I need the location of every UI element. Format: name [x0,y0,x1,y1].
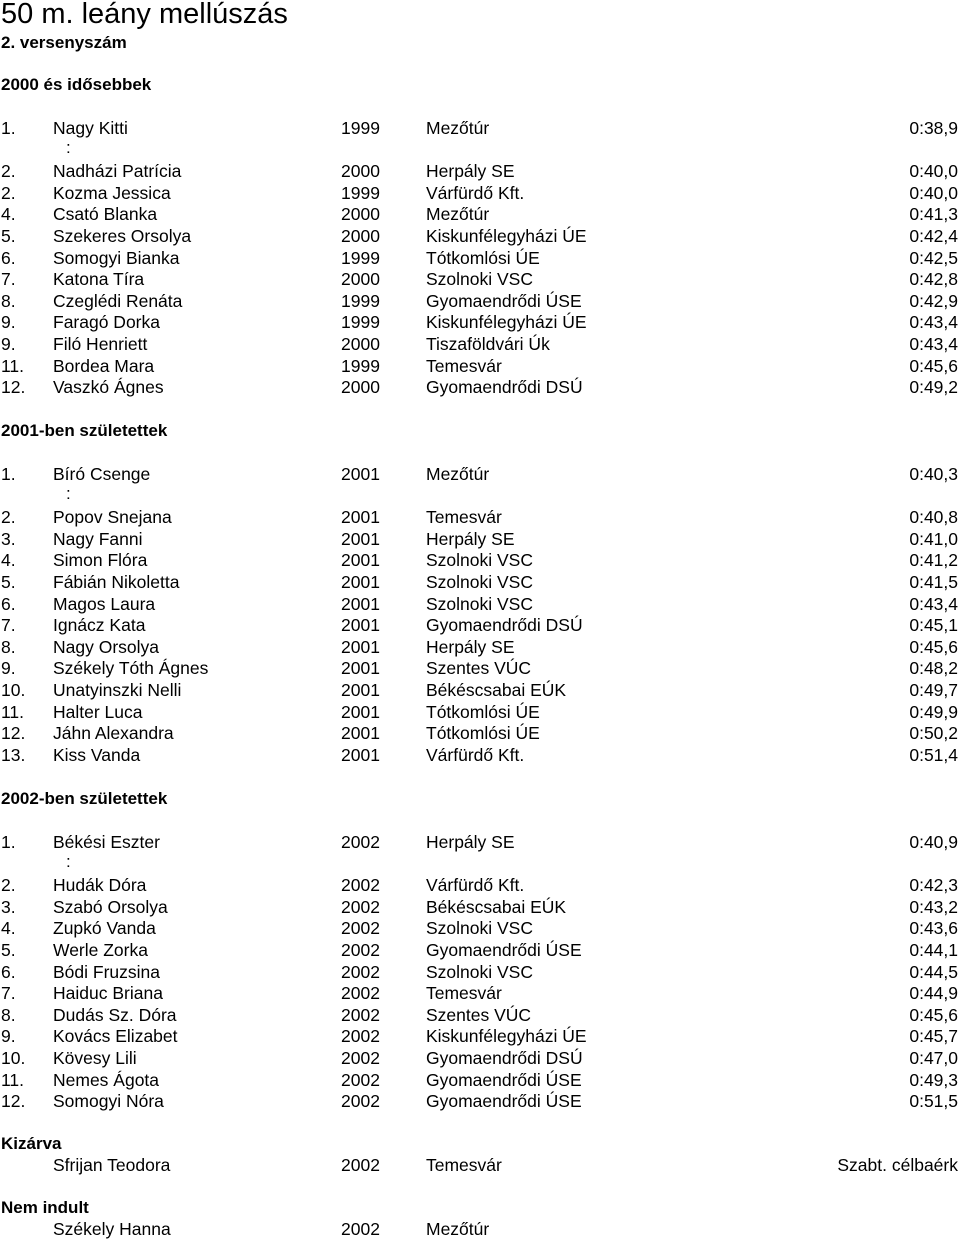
club-cell: Szolnoki VSC [426,961,533,982]
section-heading: 2000 és idősebbek [1,75,152,94]
result-row [0,464,960,485]
place-cell: 12. [1,377,26,398]
result-row [0,269,960,290]
time-cell: 0:49,3 [909,1069,958,1090]
name-cell: Haiduc Briana [53,983,163,1004]
year-cell: 2002 [341,961,380,982]
club-cell: Gyomaendrődi DSÚ [426,377,583,398]
club-cell: Gyomaendrődi ÚSE [426,290,582,311]
name-cell: Vaszkó Ágnes [53,377,164,398]
time-cell: 0:51,4 [909,744,958,765]
time-cell: 0:48,2 [909,658,958,679]
time-cell: 0:40,0 [909,182,958,203]
name-cell: Dudás Sz. Dóra [53,1004,177,1025]
name-cell: Székely Hanna [53,1219,171,1239]
place-cell: 8. [1,636,16,657]
time-cell: 0:45,6 [909,636,958,657]
name-cell: Békési Eszter [53,831,160,852]
time-cell: 0:41,5 [909,571,958,592]
place-cell: 10. [1,679,26,700]
club-cell: Temesvár [426,983,502,1004]
year-cell: 1999 [341,312,380,333]
name-cell: Kiss Vanda [53,744,141,765]
place-cell: 2. [1,875,16,896]
place-cell: 9. [1,1026,16,1047]
result-row [0,161,960,182]
club-cell: Kiskunfélegyházi ÚE [426,312,587,333]
club-cell: Temesvár [426,507,502,528]
time-cell: 0:40,8 [909,507,958,528]
time-cell: 0:42,9 [909,290,958,311]
colon-mark: : [66,484,71,504]
result-row [0,377,960,398]
result-row [0,983,960,1004]
place-cell: 6. [1,961,16,982]
year-cell: 2002 [341,939,380,960]
time-cell: 0:49,7 [909,679,958,700]
name-cell: Simon Flóra [53,550,148,571]
club-cell: Gyomaendrődi ÚSE [426,939,582,960]
place-cell: 5. [1,571,16,592]
year-cell: 2002 [341,1047,380,1068]
year-cell: 2000 [341,377,380,398]
time-cell: 0:41,0 [909,528,958,549]
result-row [0,507,960,528]
time-cell: 0:51,5 [909,1091,958,1112]
colon-mark: : [66,138,71,158]
result-row [0,658,960,679]
place-cell: 11. [1,1069,25,1090]
result-row [0,745,960,766]
club-cell: Gyomaendrődi DSÚ [426,615,583,636]
place-cell: 8. [1,290,16,311]
year-cell: 1999 [341,117,380,138]
time-cell: 0:44,9 [909,983,958,1004]
club-cell: Temesvár [426,355,502,376]
year-cell: 2002 [341,831,380,852]
time-cell: 0:42,4 [909,225,958,246]
time-cell: 0:38,9 [909,117,958,138]
result-row [0,1091,960,1112]
result-row [0,1155,960,1176]
year-cell: 2001 [341,571,380,592]
name-cell: Bordea Mara [53,355,155,376]
result-row [0,897,960,918]
result-row [0,1026,960,1047]
result-row [0,832,960,853]
year-cell: 2001 [341,636,380,657]
club-cell: Kiskunfélegyházi ÚE [426,1026,587,1047]
name-cell: Unatyinszki Nelli [53,679,182,700]
result-row [0,1070,960,1091]
year-cell: 1999 [341,182,380,203]
section-heading: 2002-ben születettek [1,789,168,808]
place-cell: 1. [1,117,16,138]
result-row [0,1005,960,1026]
year-cell: 2002 [341,896,380,917]
place-cell: 5. [1,225,16,246]
place-cell: 7. [1,269,16,290]
club-cell: Herpály SE [426,528,515,549]
result-row [0,118,960,139]
place-cell: 13. [1,744,26,765]
time-cell: 0:45,1 [909,615,958,636]
time-cell: 0:44,1 [909,939,958,960]
name-cell: Ignácz Kata [53,615,146,636]
time-cell: 0:41,3 [909,204,958,225]
year-cell: 1999 [341,355,380,376]
section-heading: Kizárva [1,1134,62,1153]
club-cell: Szentes VÚC [426,658,532,679]
name-cell: Nadházi Patrícia [53,161,182,182]
year-cell: 2001 [341,723,380,744]
year-cell: 2002 [341,983,380,1004]
year-cell: 2002 [341,875,380,896]
colon-mark: : [66,852,71,872]
time-cell: 0:40,0 [909,161,958,182]
place-cell: 3. [1,528,16,549]
place-cell: 11. [1,355,25,376]
section-heading: Nem indult [1,1198,89,1217]
club-cell: Szolnoki VSC [426,550,533,571]
place-cell: 9. [1,658,16,679]
time-cell: 0:44,5 [909,961,958,982]
time-cell: 0:43,4 [909,333,958,354]
club-cell: Mezőtúr [426,463,490,484]
result-row [0,918,960,939]
result-row [0,226,960,247]
year-cell: 2000 [341,161,380,182]
place-cell: 2. [1,507,16,528]
year-cell: 2001 [341,528,380,549]
name-cell: Somogyi Bianka [53,247,180,268]
year-cell: 2002 [341,1069,380,1090]
year-cell: 2001 [341,658,380,679]
time-cell: 0:42,5 [909,247,958,268]
page-title: 50 m. leány mellúszás [1,0,288,30]
club-cell: Tótkomlósi ÚE [426,701,540,722]
place-cell: 2. [1,182,16,203]
club-cell: Temesvár [426,1155,502,1175]
name-cell: Somogyi Nóra [53,1091,164,1112]
name-cell: Popov Snejana [53,507,172,528]
name-cell: Fábián Nikoletta [53,571,180,592]
result-row [0,334,960,355]
place-cell: 12. [1,1091,26,1112]
club-cell: Békéscsabai EÚK [426,679,567,700]
year-cell: 2000 [341,333,380,354]
time-cell: 0:50,2 [909,723,958,744]
name-cell: Kövesy Lili [53,1047,137,1068]
place-cell: 11. [1,701,25,722]
club-cell: Gyomaendrődi DSÚ [426,1047,583,1068]
time-cell: 0:41,2 [909,550,958,571]
result-row [0,875,960,896]
time-cell: 0:45,7 [909,1026,958,1047]
year-cell: 2001 [341,550,380,571]
event-number: 2. versenyszám [1,33,127,52]
club-cell: Tiszaföldvári Úk [426,333,550,354]
name-cell: Filó Henriett [53,333,148,354]
result-row [0,1048,960,1069]
year-cell: 2002 [341,1026,380,1047]
place-cell: 7. [1,615,16,636]
year-cell: 2001 [341,463,380,484]
year-cell: 1999 [341,290,380,311]
name-cell: Bíró Csenge [53,463,151,484]
place-cell: 9. [1,333,16,354]
result-row [0,312,960,333]
year-cell: 1999 [341,247,380,268]
place-cell: 3. [1,896,16,917]
place-cell: 12. [1,723,26,744]
club-cell: Szolnoki VSC [426,918,533,939]
time-cell: 0:42,3 [909,875,958,896]
year-cell: 2002 [341,1155,380,1175]
name-cell: Nagy Fanni [53,528,143,549]
club-cell: Gyomaendrődi ÚSE [426,1091,582,1112]
time-cell: 0:49,2 [909,377,958,398]
club-cell: Várfürdő Kft. [426,182,525,203]
result-row [0,637,960,658]
name-cell: Szekeres Orsolya [53,225,192,246]
year-cell: 2001 [341,679,380,700]
name-cell: Bódi Fruzsina [53,961,160,982]
time-cell: 0:43,2 [909,896,958,917]
club-cell: Szentes VÚC [426,1004,532,1025]
time-cell: 0:45,6 [909,355,958,376]
place-cell: 4. [1,204,16,225]
club-cell: Mezőtúr [426,117,490,138]
name-cell: Kozma Jessica [53,182,171,203]
time-cell: 0:49,9 [909,701,958,722]
year-cell: 2002 [341,918,380,939]
name-cell: Nemes Ágota [53,1069,160,1090]
time-cell: 0:47,0 [909,1047,958,1068]
place-cell: 6. [1,593,16,614]
place-cell: 4. [1,550,16,571]
result-row [0,940,960,961]
name-cell: Faragó Dorka [53,312,160,333]
section-heading: 2001-ben születettek [1,421,168,440]
result-row [0,594,960,615]
club-cell: Herpály SE [426,636,515,657]
time-cell: 0:42,8 [909,269,958,290]
place-cell: 8. [1,1004,16,1025]
club-cell: Szolnoki VSC [426,571,533,592]
result-row [0,183,960,204]
name-cell: Kovács Elizabet [53,1026,178,1047]
place-cell: 10. [1,1047,26,1068]
club-cell: Herpály SE [426,161,515,182]
club-cell: Gyomaendrődi ÚSE [426,1069,582,1090]
year-cell: 2002 [341,1219,380,1239]
time-cell: 0:43,6 [909,918,958,939]
year-cell: 2000 [341,204,380,225]
club-cell: Tótkomlósi ÚE [426,247,540,268]
club-cell: Várfürdő Kft. [426,875,525,896]
result-row [0,572,960,593]
year-cell: 2001 [341,701,380,722]
year-cell: 2000 [341,269,380,290]
result-row [0,962,960,983]
name-cell: Katona Tíra [53,269,145,290]
club-cell: Szolnoki VSC [426,593,533,614]
club-cell: Szolnoki VSC [426,269,533,290]
result-row [0,204,960,225]
year-cell: 2001 [341,615,380,636]
result-row [0,291,960,312]
club-cell: Kiskunfélegyházi ÚE [426,225,587,246]
time-cell: 0:43,4 [909,593,958,614]
time-cell: 0:40,3 [909,463,958,484]
place-cell: 5. [1,939,16,960]
name-cell: Sfrijan Teodora [53,1155,171,1175]
club-cell: Herpály SE [426,831,515,852]
result-row [0,248,960,269]
club-cell: Békéscsabai EÚK [426,896,567,917]
result-row [0,615,960,636]
place-cell: 1. [1,831,16,852]
club-cell: Mezőtúr [426,204,490,225]
name-cell: Zupkó Vanda [53,918,156,939]
name-cell: Czeglédi Renáta [53,290,183,311]
place-cell: 6. [1,247,16,268]
place-cell: 2. [1,161,16,182]
name-cell: Hudák Dóra [53,875,147,896]
time-cell: 0:45,6 [909,1004,958,1025]
year-cell: 2002 [341,1004,380,1025]
result-row [0,723,960,744]
result-row [0,680,960,701]
year-cell: 2001 [341,507,380,528]
year-cell: 2001 [341,593,380,614]
year-cell: 2001 [341,744,380,765]
name-cell: Nagy Kitti [53,117,128,138]
name-cell: Magos Laura [53,593,156,614]
time-cell: 0:43,4 [909,312,958,333]
result-row [0,550,960,571]
result-row [0,529,960,550]
name-cell: Szabó Orsolya [53,896,168,917]
club-cell: Várfürdő Kft. [426,744,525,765]
name-cell: Nagy Orsolya [53,636,160,657]
place-cell: 7. [1,983,16,1004]
place-cell: 4. [1,918,16,939]
place-cell: 1. [1,463,16,484]
name-cell: Csató Blanka [53,204,158,225]
time-cell: Szabt. célbaérk [837,1155,958,1175]
name-cell: Halter Luca [53,701,143,722]
place-cell: 9. [1,312,16,333]
name-cell: Székely Tóth Ágnes [53,658,209,679]
time-cell: 0:40,9 [909,831,958,852]
name-cell: Werle Zorka [53,939,148,960]
result-row [0,356,960,377]
result-row [0,702,960,723]
year-cell: 2000 [341,225,380,246]
club-cell: Mezőtúr [426,1219,490,1239]
result-row [0,1219,960,1240]
club-cell: Tótkomlósi ÚE [426,723,540,744]
name-cell: Jáhn Alexandra [53,723,174,744]
year-cell: 2002 [341,1091,380,1112]
